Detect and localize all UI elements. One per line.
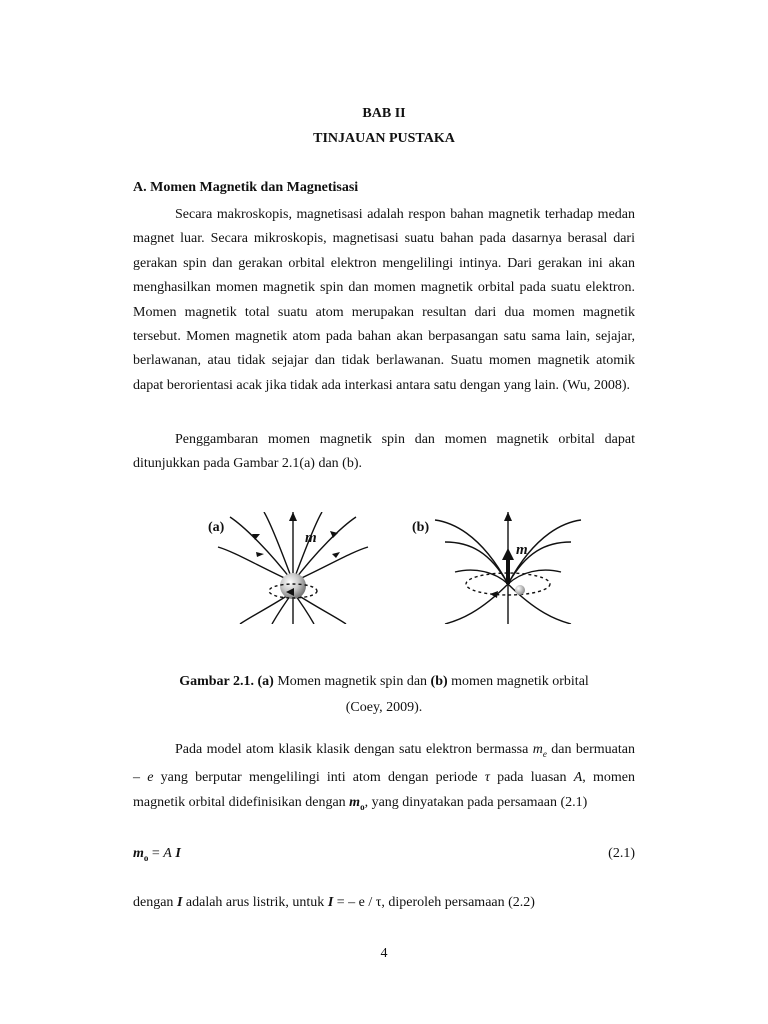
- p4-part2: adalah arus listrik, untuk: [182, 895, 328, 910]
- p3-part5: , momen magnetik orbital didefinisikan dengan: [133, 770, 635, 810]
- chapter-label: BAB II: [362, 106, 406, 121]
- eq-equals: =: [148, 846, 164, 861]
- eq-lhs-sub: o: [143, 852, 149, 863]
- symbol-me: m: [532, 742, 543, 757]
- paragraph-3-text: [133, 738, 635, 819]
- paragraph-4: [133, 895, 635, 911]
- paragraph-3: [133, 738, 635, 819]
- paragraph-1-text: Secara makroskopis, magnetisasi adalah respon bahan magnetik terhadap medan magnet luar. Secara mikroskopis, magnetisasi suatu bahan pada dasarnya berasal dari gerakan spin dan gerakan orbital elektron mengelilingi intinya. Dari gerakan ini akan menghasilkan momen magnetik spin dan momen magnetik orbital pada suatu elektron. Momen magnetik total suatu atom merupakan resultan dari dua momen magnetik tersebut. Momen magnetik atom pada bahan akan berpasangan satu sama lain, sejajar, berlawanan, atau tidak sejajar dan tidak berlawanan. Suatu momen magnetik atomik dapat berorientasi acak jika tidak ada interkasi antara satu dengan yang lain. (Wu, 2008).: [133, 207, 635, 393]
- p4-part3: = – e / τ, diperoleh persamaan (2.2): [333, 895, 535, 910]
- p3-part4: pada luasan: [489, 770, 574, 786]
- eq-I: I: [175, 846, 181, 861]
- symbol-me-sub: e: [542, 748, 547, 759]
- p3-part3: yang berputar mengelilingi inti atom dengan periode: [153, 770, 485, 786]
- paragraph-2-text: Penggambaran momen magnetik spin dan momen magnetik orbital dapat ditunjukkan pada Gambar 2.1(a) dan (b).: [133, 432, 635, 472]
- paragraph-1: [133, 203, 635, 398]
- caption-label: Gambar 2.1.: [179, 674, 254, 689]
- p3-part1: Pada model atom klasik klasik dengan satu elektron bermassa: [175, 742, 533, 757]
- page-number: 4: [380, 946, 388, 961]
- orbital-moment-symbol: m: [516, 542, 528, 558]
- symbol-tau: τ: [484, 770, 490, 786]
- symbol-A: A: [573, 770, 583, 786]
- section-heading: A. Momen Magnetik dan Magnetisasi: [133, 180, 359, 195]
- symbol-mo-sub: o: [360, 801, 365, 812]
- field-lines-diagram: [190, 512, 590, 624]
- eq-lhs: m: [133, 846, 144, 861]
- paragraph-2: [133, 428, 635, 477]
- caption-text-a: Momen magnetik spin dan: [273, 674, 431, 689]
- caption-line-1: [133, 669, 635, 695]
- chapter-title: TINJAUAN PUSTAKA: [313, 131, 455, 146]
- figure-caption: [133, 669, 635, 721]
- equation-2-1: [133, 846, 635, 863]
- spin-moment-symbol: m: [305, 530, 317, 546]
- p4-I1: I: [176, 895, 183, 910]
- caption-source: (Coey, 2009).: [345, 700, 423, 715]
- spin-arrowheads: [252, 512, 340, 558]
- equation-number: (2.1): [608, 846, 635, 861]
- figure-label-b: (b): [412, 520, 430, 535]
- eq-A: A: [163, 846, 172, 861]
- p4-part1: dengan: [133, 895, 177, 910]
- figure-label-a: (a): [208, 520, 225, 535]
- symbol-mo: m: [349, 794, 361, 810]
- symbol-e: e: [147, 770, 154, 786]
- caption-b: (b): [430, 674, 448, 689]
- orbiting-electron: [515, 585, 525, 595]
- p3-part6: , yang dinyatakan pada persamaan (2.1): [364, 794, 588, 810]
- caption-text-b: momen magnetik orbital: [447, 674, 589, 689]
- spin-field-lines: [218, 512, 368, 624]
- p3-part2: dan bermuatan –: [133, 742, 635, 786]
- caption-a: (a): [257, 674, 274, 689]
- figure-2-1: [190, 512, 590, 624]
- p4-I2: I: [327, 895, 334, 910]
